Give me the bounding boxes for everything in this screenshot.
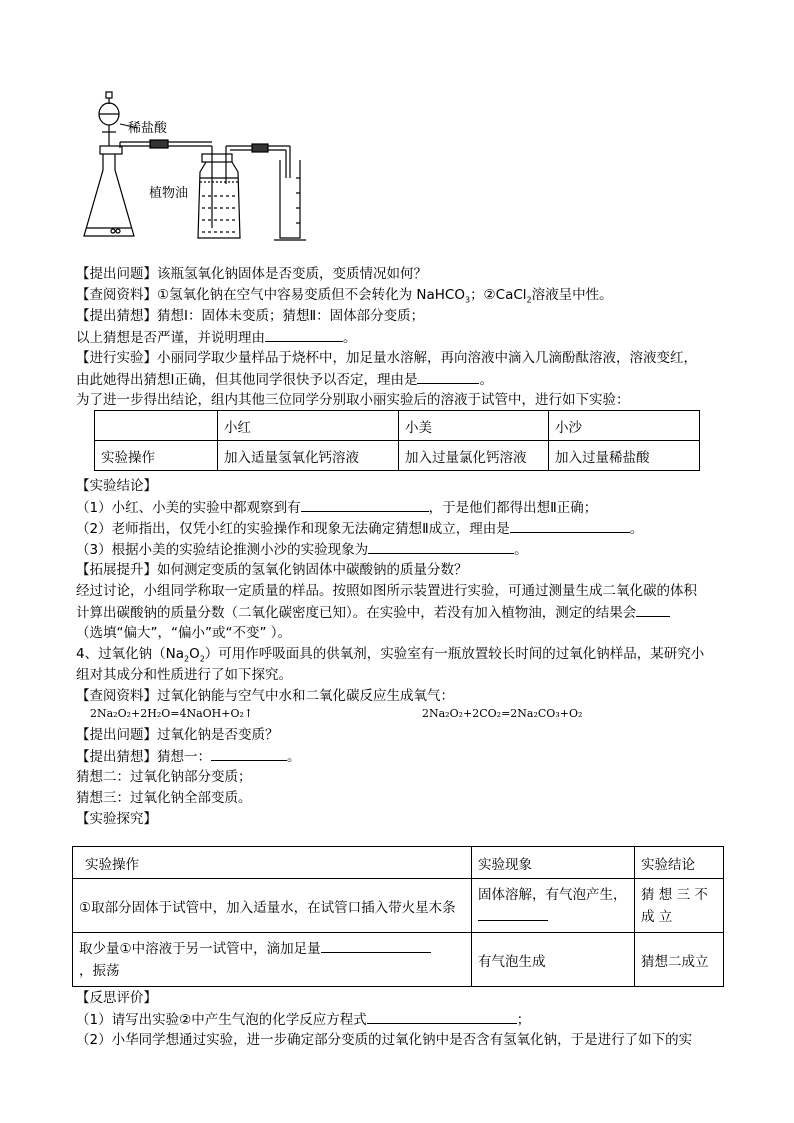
label-vegetable-oil: 植物油 — [149, 186, 189, 201]
table-cell: 取少量①中溶液于另一试管中，滴加足量 ，振荡 — [73, 933, 472, 987]
answer-blank[interactable] — [265, 327, 343, 342]
experiment-line-2: 由此她得出猜想Ⅰ正确，但其他同学很快予以否定，理由是 。 — [76, 369, 493, 390]
answer-blank[interactable] — [636, 602, 670, 617]
conclusion-title: 【实验结论】 — [76, 478, 157, 494]
answer-blank[interactable] — [321, 938, 431, 953]
apparatus-diagram — [80, 88, 320, 248]
table-cell: 猜想二成立 — [635, 933, 724, 987]
table-header: 小沙 — [549, 411, 700, 441]
question-problem: 【提出问题】该瓶氢氧化钠固体是否变质，变质情况如何？ — [76, 266, 427, 282]
experiment-line-1: 【进行实验】小丽同学取少量样品于烧杯中，加足量水溶解，再向溶液中滴入几滴酚酞溶液，溶液变红， — [76, 350, 697, 366]
answer-blank[interactable] — [417, 369, 479, 384]
table-cell: 有气泡生成 — [472, 933, 635, 987]
equation-1: 2Na₂O₂+2H₂O=4NaOH+O₂↑ — [90, 707, 254, 720]
q4-guess-2: 猜想二：过氧化钠部分变质； — [76, 769, 252, 785]
q4-data: 【查阅资料】过氧化钠能与空气中水和二氧化碳反应生成氧气： — [76, 688, 454, 704]
conclusion-1: （1）小红、小美的实验中都观察到有 ，于是他们都得出想Ⅱ正确； — [76, 497, 597, 518]
conical-flask — [84, 146, 134, 236]
answer-blank[interactable] — [367, 1009, 517, 1024]
question-data: 【查阅资料】①氢氧化钠在空气中容易变质但不会转化为 NaHCO$_3$；②CaCl$_2$溶液呈中性。 — [76, 287, 613, 305]
q4-intro-2: 组对其成分和性质进行了如下探究。 — [76, 667, 292, 683]
conclusion-3: （3）根据小美的实验结论推测小沙的实验现象为 。 — [76, 539, 528, 560]
reflect-1: （1）请写出实验②中产生气泡的化学反应方程式 ； — [76, 1009, 530, 1030]
table-cell: 猜 想 三 不 成 立 — [635, 879, 724, 933]
question-strictness: 以上猜想是否严谨，并说明理由 。 — [76, 327, 357, 348]
reflect-2: （2）小华同学想通过实验，进一步确定部分变质的过氧化钠中是否含有氢氧化钠，于是进行了如下的实 — [76, 1032, 693, 1048]
q4-explore: 【实验探究】 — [76, 811, 157, 827]
table-header: 实验操作 — [73, 847, 472, 879]
table-header: 小红 — [218, 411, 399, 441]
table-header: 实验结论 — [635, 847, 724, 879]
answer-blank[interactable] — [510, 518, 630, 533]
answer-blank[interactable] — [368, 539, 514, 554]
experiment-table-1 — [94, 410, 700, 471]
extension-line-3: （选填“偏大”，“偏小”或“不变” ）。 — [76, 625, 292, 641]
table-cell: 加入适量氢氧化钙溶液 — [218, 441, 399, 471]
conclusion-2: （2）老师指出，仅凭小红的实验操作和现象无法确定猜想Ⅱ成立，理由是 。 — [76, 518, 643, 539]
table-cell: 固体溶解，有气泡产生， — [472, 879, 635, 933]
table-header: 小美 — [399, 411, 549, 441]
q4-guess-1: 【提出猜想】猜想一： 。 — [76, 746, 301, 767]
further-experiment: 为了进一步得出结论，组内其他三位同学分别取小丽实验后的溶液于试管中，进行如下实验： — [76, 392, 630, 408]
table-row-label: 实验操作 — [95, 441, 218, 471]
table-cell: 加入过量氯化钙溶液 — [399, 441, 549, 471]
table-header: 实验现象 — [472, 847, 635, 879]
gas-bottle — [198, 146, 240, 238]
question-guess: 【提出猜想】猜想Ⅰ：固体未变质；猜想Ⅱ：固体部分变质； — [76, 308, 425, 324]
answer-blank[interactable] — [478, 906, 548, 921]
label-dilute-hcl: 稀盐酸 — [128, 121, 168, 136]
answer-blank[interactable] — [301, 497, 429, 512]
answer-blank[interactable] — [211, 746, 287, 761]
q4-problem: 【提出问题】过氧化钠是否变质？ — [76, 727, 279, 743]
table-cell: ①取部分固体于试管中，加入适量水，在试管口插入带火星木条 — [73, 879, 472, 933]
experiment-table-2 — [72, 846, 724, 987]
table-header-empty — [95, 411, 218, 441]
table-cell: 加入过量稀盐酸 — [549, 441, 700, 471]
q4-intro-1: 4、过氧化钠$(Na_2O_2)$可用作呼吸面具的供氧剂，实验室有一瓶放置较长时间的过氧化钠样品，某研究小 — [76, 646, 705, 664]
separatory-funnel — [99, 92, 119, 150]
extension-line-1: 经过讨论，小组同学称取一定质量的样品。按照如图所示装置进行实验，可通过测量生成二氧化碳的体积 — [76, 583, 697, 599]
extension-line-2: 计算出碳酸钠的质量分数（二氧化碳密度已知）。在实验中，若没有加入植物油，测定的结果会 — [76, 602, 670, 623]
reflect-title: 【反思评价】 — [76, 990, 157, 1006]
q4-guess-3: 猜想三：过氧化钠全部变质。 — [76, 790, 252, 806]
connecting-tube — [120, 140, 212, 148]
extension-title: 【拓展提升】如何测定变质的氢氧化钠固体中碳酸钠的质量分数？ — [76, 562, 468, 578]
equation-2: 2Na₂O₂+2CO₂=2Na₂CO₃+O₂ — [422, 707, 583, 720]
